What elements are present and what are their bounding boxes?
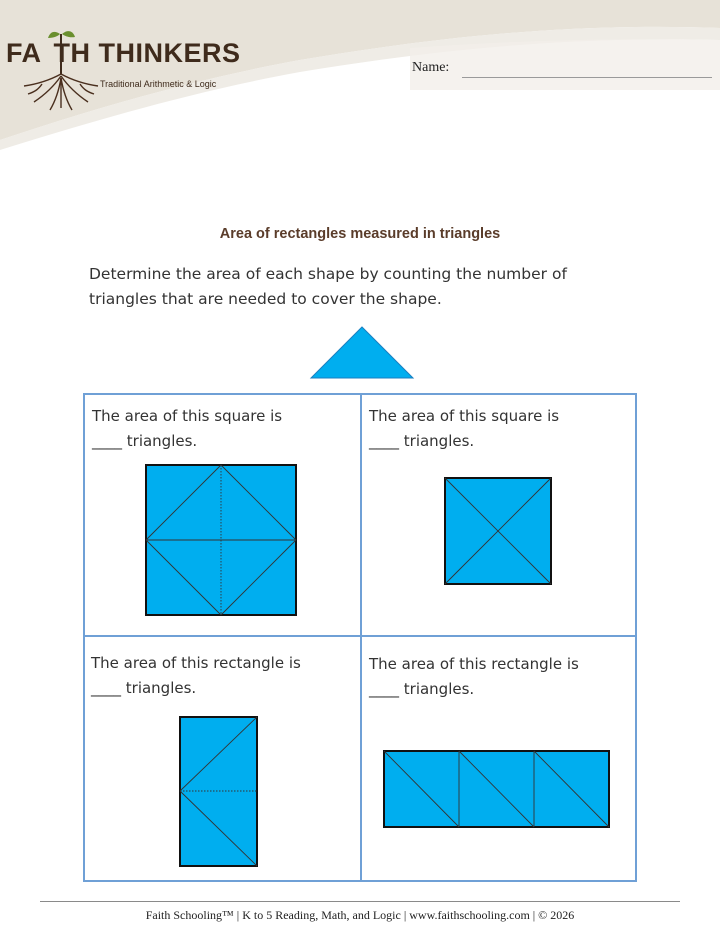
cell-3-line-1: The area of this rectangle is xyxy=(91,654,301,672)
unit-triangle-icon xyxy=(309,326,415,380)
name-label: Name: xyxy=(412,60,450,75)
large-square-shape xyxy=(145,464,297,616)
cell-4-line-1: The area of this rectangle is xyxy=(369,655,579,673)
grid-divider-horizontal xyxy=(83,635,637,637)
cell-3-question xyxy=(91,651,301,701)
cell-1-line-1: The area of this square is xyxy=(92,407,283,425)
cell-2-question xyxy=(369,404,559,454)
instructions xyxy=(89,262,649,312)
cell-1-question xyxy=(92,404,282,454)
cell-2-line-2: ____ triangles. xyxy=(369,432,475,450)
header-banner xyxy=(0,0,720,150)
grid-divider-vertical xyxy=(360,393,362,882)
instructions-line-2: triangles that are needed to cover the shape. xyxy=(89,290,442,308)
footer-divider xyxy=(40,901,680,902)
instructions-line-1: Determine the area of each shape by counting the number of xyxy=(89,265,567,283)
small-square-shape xyxy=(444,477,552,585)
cell-2-line-1: The area of this square is xyxy=(369,407,560,425)
worksheet-title: Area of rectangles measured in triangles xyxy=(219,226,501,242)
cell-4-question xyxy=(369,652,579,702)
tall-rectangle-shape xyxy=(179,716,258,867)
logo-tagline: Traditional Arithmetic & Logic xyxy=(100,79,217,89)
name-field-line[interactable] xyxy=(462,77,712,78)
cell-3-line-2: ____ triangles. xyxy=(91,679,197,697)
logo-wordmark xyxy=(6,38,241,69)
footer-text: Faith Schooling™ | K to 5 Reading, Math, and Logic | www.faithschooling.com | © 2026 xyxy=(145,908,575,922)
cell-4-line-2: ____ triangles. xyxy=(369,680,475,698)
cell-1-line-2: ____ triangles. xyxy=(92,432,198,450)
logo-suffix: TH THINKERS xyxy=(53,38,241,68)
wide-rectangle-shape xyxy=(383,750,610,828)
logo-prefix: FA xyxy=(6,38,42,68)
